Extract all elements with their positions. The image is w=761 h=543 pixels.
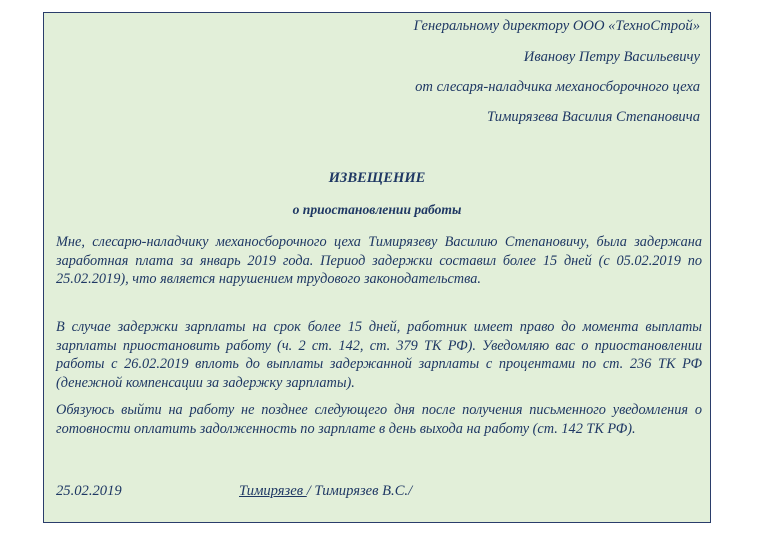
body-paragraph-1: Мне, слесарю-наладчику механосборочного цеха Тимирязеву Василию Степановичу, была задержана заработная плата за январь 2019 года. Период задержки составил более 15 дней (с 05.02.2019 по 25.02.2019), что является нарушением трудового законодательства. xyxy=(56,234,702,287)
signature-date: 25.02.2019 xyxy=(56,483,122,499)
document-subtitle: о приостановлении работы xyxy=(292,202,462,217)
document-page xyxy=(43,12,711,523)
body-paragraph-3: Обязуюсь выйти на работу не позднее следующего дня после получения письменного уведомления о готовности оплатить задолженность по зарплате в день выхода на работу (ст. 142 ТК РФ). xyxy=(56,402,702,437)
addressee-line-3: от слесаря-наладчика механосборочного цеха xyxy=(415,79,700,95)
signer-name: / Тимирязев В.С./ xyxy=(306,483,413,499)
signature: Тимирязев xyxy=(239,483,307,499)
addressee-line-2: Иванову Петру Васильевичу xyxy=(523,49,700,65)
addressee-line-4: Тимирязева Василия Степановича xyxy=(487,109,700,125)
addressee-line-1: Генеральному директору ООО «ТехноСтрой» xyxy=(413,18,700,34)
document-title: ИЗВЕЩЕНИЕ xyxy=(328,170,426,186)
signature-block xyxy=(239,483,412,500)
body-paragraph-2: В случае задержки зарплаты на срок более 15 дней, работник имеет право до момента выплаты зарплаты приостановить работу (ч. 2 ст. 142, ст. 379 ТК РФ). Уведомляю вас о приостановлении работы с 26.02.2019 вплоть до выплаты задержанной зарплаты с процентами по ст. 236 ТК РФ (денежной компенсации за задержку зарплаты). xyxy=(56,319,702,391)
